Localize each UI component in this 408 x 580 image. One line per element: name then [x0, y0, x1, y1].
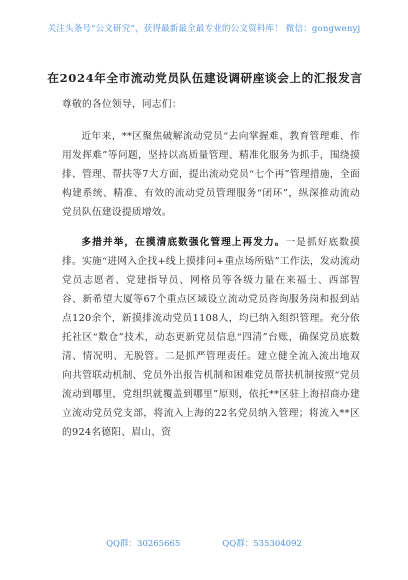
footer-qq-1: QQ群：30265665 — [106, 539, 181, 549]
document-body — [62, 96, 360, 442]
header-notice: 关注头条号“公文研究”，获得最新最全最专业的公文资料库！ 微信：gongwenyj — [47, 24, 361, 34]
paragraph-2-lead: 多措并举，在摸清底数强化管理上再发力。 — [81, 237, 286, 249]
footer-contacts — [0, 537, 408, 549]
paragraph-1: 近年来，**区聚焦破解流动党员“去向掌握难、教育管理难、作用发挥难”等问题，坚持以高质量管理、精准化服务为抓手，围绕摸排、管理、帮扶等7大方面，提出流动党员“七个再”管理措施，全面构建系统、精准、有效的流动党员管理服务“闭环”，纵深推动流动党员队伍建设提质增效。 — [62, 130, 360, 218]
footer-qq-2: QQ群：535304092 — [222, 539, 302, 549]
paragraph-2 — [62, 234, 360, 442]
document-title: 在2024年全市流动党员队伍建设调研座谈会上的汇报发言 — [47, 71, 363, 85]
paragraph-2-body: 一是抓好底数摸排。实施“进网入企找+线上摸排问+重点场所贴”工作法，发动流动党员志愿者、党建指导员、网格员等各级力量在来福士、西部智谷、新希望大厦等67个重点区域设立流动党员咨询服务岗和报到站点120余个，新摸排流动党员1108人，均已纳入组织管理。充分依托社区“数仓”技术，动态更新党员信息“四清”台账，确保党员底数清、情况明、无脱管。二是抓严管理责任。建立健全流入流出地双向共管联动机制、党员外出报告机制和困难党员帮扶机制按照“党员流动到哪里，党组织就覆盖到哪里”原则，依托**区驻上海招商办建立流动党员党支部，将流入上海的22名党员纳入管理；将流入**区的924名德阳、眉山、资 — [62, 237, 361, 438]
salutation: 尊敬的各位领导，同志们： — [62, 99, 182, 110]
